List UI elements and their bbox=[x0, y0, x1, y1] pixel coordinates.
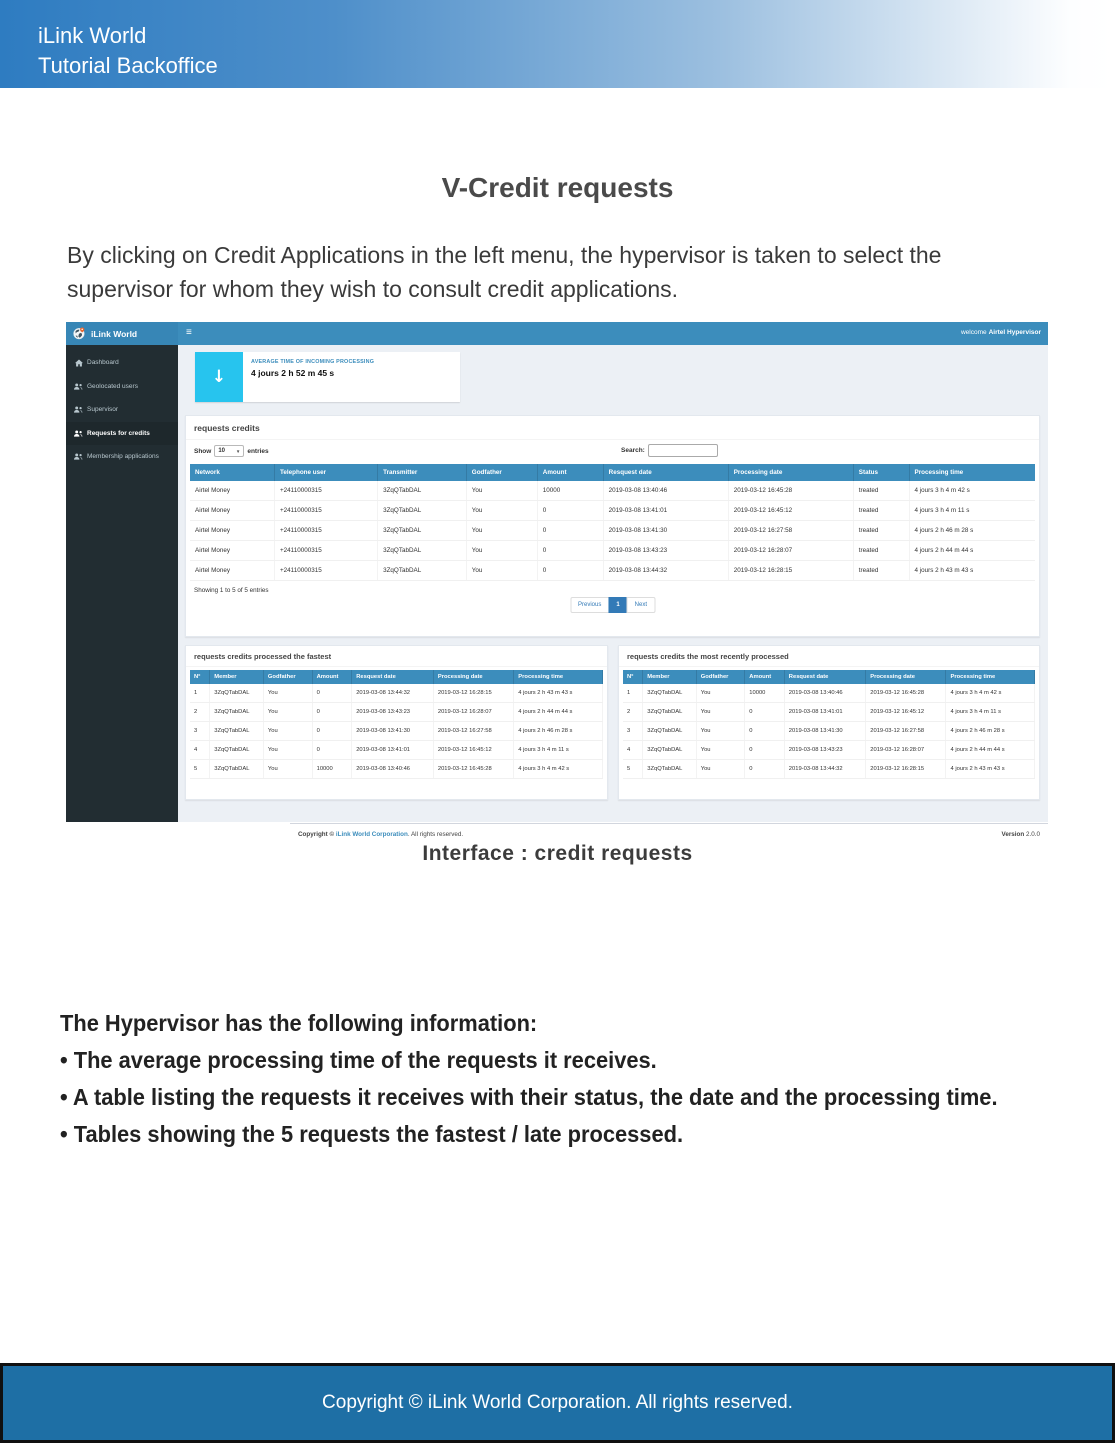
table-cell: 4 jours 3 h 4 m 11 s bbox=[909, 501, 1035, 521]
table-cell: 2019-03-12 16:45:28 bbox=[728, 481, 853, 501]
table-cell: 2019-03-08 13:44:32 bbox=[784, 760, 865, 779]
table-row bbox=[623, 741, 1035, 760]
table-cell: 2019-03-08 13:43:23 bbox=[352, 703, 434, 722]
column-header[interactable]: Processing time bbox=[946, 670, 1035, 684]
column-header[interactable]: Amount bbox=[312, 670, 352, 684]
table-cell: treated bbox=[853, 561, 909, 581]
table-cell: 2019-03-08 13:41:30 bbox=[784, 722, 865, 741]
table-cell: 3ZqQTabDAL bbox=[643, 760, 696, 779]
table-cell: 3ZqQTabDAL bbox=[643, 722, 696, 741]
table-row bbox=[190, 521, 1035, 541]
table-cell: 0 bbox=[312, 703, 352, 722]
backoffice-screenshot bbox=[66, 322, 1048, 838]
column-header[interactable]: Amount bbox=[537, 464, 603, 481]
table-cell: 0 bbox=[537, 541, 603, 561]
table-cell: 3ZqQTabDAL bbox=[378, 561, 467, 581]
table-cell: +24110000315 bbox=[275, 521, 378, 541]
table-cell: 2019-03-12 16:27:58 bbox=[866, 722, 946, 741]
table-cell: 0 bbox=[537, 501, 603, 521]
column-header[interactable]: Processing date bbox=[866, 670, 946, 684]
sidebar-item-membership-applications[interactable] bbox=[66, 445, 178, 469]
table-row bbox=[190, 684, 603, 703]
table-cell: 2019-03-08 13:40:46 bbox=[603, 481, 728, 501]
table-cell: 4 jours 3 h 4 m 42 s bbox=[514, 760, 603, 779]
table-cell: 3ZqQTabDAL bbox=[210, 741, 264, 760]
pagination bbox=[570, 597, 655, 613]
table-row bbox=[190, 722, 603, 741]
page-length-value: 10 bbox=[218, 448, 226, 454]
page-length-select[interactable] bbox=[214, 445, 244, 457]
sidebar-item-label: Supervisor bbox=[87, 406, 119, 414]
pagination-previous-button[interactable]: Previous bbox=[570, 597, 609, 613]
table-cell: 2019-03-08 13:40:46 bbox=[352, 760, 434, 779]
table-cell: You bbox=[696, 684, 745, 703]
copyright-label: Copyright © bbox=[298, 831, 336, 838]
table-cell: You bbox=[466, 541, 537, 561]
column-header[interactable]: Status bbox=[853, 464, 909, 481]
table-cell: 1 bbox=[623, 684, 643, 703]
app-footer-copyright bbox=[298, 831, 463, 838]
table-cell: 2019-03-12 16:27:58 bbox=[433, 722, 513, 741]
intro-paragraph: By clicking on Credit Applications in the left menu, the hypervisor is taken to select the supervisor for whom they wish to consult credit applications. bbox=[67, 242, 942, 302]
table-header-row bbox=[190, 464, 1035, 481]
page-title: V-Credit requests bbox=[441, 172, 674, 203]
requests-credits-box bbox=[185, 415, 1040, 637]
column-header[interactable]: N° bbox=[623, 670, 643, 684]
rights-label: . All rights reserved. bbox=[407, 831, 464, 838]
table-cell: You bbox=[263, 703, 312, 722]
table-cell: 0 bbox=[537, 561, 603, 581]
app-sidebar bbox=[66, 345, 178, 822]
column-header[interactable]: Member bbox=[643, 670, 696, 684]
table-cell: 2019-03-12 16:28:15 bbox=[728, 561, 853, 581]
table-row bbox=[623, 760, 1035, 779]
screenshot-caption: Interface : credit requests bbox=[422, 842, 693, 865]
table-cell: 10000 bbox=[745, 684, 785, 703]
table-cell: 3ZqQTabDAL bbox=[643, 703, 696, 722]
table-cell: You bbox=[466, 521, 537, 541]
table-cell: You bbox=[263, 722, 312, 741]
table-cell: 2019-03-08 13:44:32 bbox=[603, 561, 728, 581]
fastest-requests-box bbox=[185, 645, 608, 800]
users-icon bbox=[74, 383, 83, 390]
table-cell: 2019-03-08 13:41:30 bbox=[603, 521, 728, 541]
table-row bbox=[190, 501, 1035, 521]
table-cell: 2019-03-12 16:45:12 bbox=[433, 741, 513, 760]
table-cell: Airtel Money bbox=[190, 541, 275, 561]
show-entries-control bbox=[194, 445, 269, 457]
sidebar-item-label: Dashboard bbox=[87, 359, 119, 367]
down-arrow-icon: ↓ bbox=[195, 352, 243, 402]
table-cell: You bbox=[696, 703, 745, 722]
table-row bbox=[190, 741, 603, 760]
column-header[interactable]: Resquest date bbox=[352, 670, 434, 684]
sidebar-item-geolocated-users[interactable] bbox=[66, 375, 178, 399]
average-time-infobox bbox=[195, 352, 460, 402]
table-cell: You bbox=[466, 481, 537, 501]
table-cell: You bbox=[466, 561, 537, 581]
column-header[interactable]: Processing time bbox=[909, 464, 1035, 481]
table-cell: 3ZqQTabDAL bbox=[378, 521, 467, 541]
table-cell: You bbox=[263, 684, 312, 703]
column-header[interactable]: Network bbox=[190, 464, 275, 481]
table-cell: 2 bbox=[190, 703, 210, 722]
users-icon bbox=[74, 453, 83, 460]
column-header[interactable]: Amount bbox=[745, 670, 785, 684]
table-cell: 2019-03-12 16:45:12 bbox=[866, 703, 946, 722]
sidebar-item-dashboard[interactable] bbox=[66, 351, 178, 375]
column-header[interactable]: Transmitter bbox=[378, 464, 467, 481]
table-cell: You bbox=[696, 722, 745, 741]
app-navbar bbox=[66, 322, 1048, 345]
table-cell: Airtel Money bbox=[190, 561, 275, 581]
table-cell: You bbox=[466, 501, 537, 521]
table-cell: You bbox=[263, 760, 312, 779]
table-row bbox=[623, 722, 1035, 741]
table-cell: 2019-03-12 16:45:12 bbox=[728, 501, 853, 521]
info-heading: The Hypervisor has the following information: bbox=[60, 1010, 538, 1036]
table-cell: 2019-03-12 16:28:07 bbox=[728, 541, 853, 561]
info-block bbox=[60, 1005, 1041, 1153]
table-cell: treated bbox=[853, 521, 909, 541]
welcome-prefix: welcome bbox=[960, 329, 987, 336]
table-cell: 4 jours 2 h 46 m 28 s bbox=[514, 722, 603, 741]
column-header[interactable]: Godfather bbox=[263, 670, 312, 684]
table-cell: 4 bbox=[623, 741, 643, 760]
column-header[interactable]: Telephone user bbox=[275, 464, 378, 481]
search-input[interactable] bbox=[648, 444, 718, 457]
column-header[interactable]: N° bbox=[190, 670, 210, 684]
table-row bbox=[190, 760, 603, 779]
app-content bbox=[178, 345, 1048, 838]
box-title: requests credits processed the fastest bbox=[186, 646, 607, 667]
table-cell: 0 bbox=[312, 722, 352, 741]
table-cell: 2019-03-12 16:28:15 bbox=[866, 760, 946, 779]
table-row bbox=[190, 703, 603, 722]
table-cell: You bbox=[263, 741, 312, 760]
header-line2: Tutorial Backoffice bbox=[38, 53, 218, 78]
table-cell: +24110000315 bbox=[275, 561, 378, 581]
table-cell: 3ZqQTabDAL bbox=[210, 760, 264, 779]
table-cell: 2019-03-08 13:41:30 bbox=[352, 722, 434, 741]
table-cell: +24110000315 bbox=[275, 541, 378, 561]
table-cell: 0 bbox=[745, 760, 785, 779]
info-bullets bbox=[60, 1042, 1041, 1153]
column-header[interactable]: Processing date bbox=[728, 464, 853, 481]
table-cell: 3ZqQTabDAL bbox=[210, 684, 264, 703]
table-cell: 0 bbox=[312, 684, 352, 703]
table-cell: 3 bbox=[190, 722, 210, 741]
welcome-username: Airtel Hypervisor bbox=[988, 329, 1041, 336]
table-cell: 0 bbox=[745, 741, 785, 760]
table-cell: treated bbox=[853, 541, 909, 561]
table-cell: 3ZqQTabDAL bbox=[378, 481, 467, 501]
box-title: requests credits bbox=[186, 416, 1039, 440]
table-row bbox=[623, 703, 1035, 722]
table-cell: 4 jours 2 h 44 m 44 s bbox=[946, 741, 1035, 760]
column-header[interactable]: Member bbox=[210, 670, 264, 684]
table-cell: 10000 bbox=[312, 760, 352, 779]
table-cell: 3 bbox=[623, 722, 643, 741]
sidebar-item-requests-for-credits[interactable] bbox=[66, 422, 178, 446]
table-cell: 4 jours 2 h 46 m 28 s bbox=[909, 521, 1035, 541]
corporation-link[interactable]: iLink World Corporation bbox=[335, 831, 408, 838]
column-header[interactable]: Processing date bbox=[433, 670, 513, 684]
sidebar-item-supervisor[interactable] bbox=[66, 398, 178, 422]
column-header[interactable]: Resquest date bbox=[603, 464, 728, 481]
datatable-footer bbox=[186, 581, 1039, 623]
average-time-label: AVERAGE TIME OF INCOMING PROCESSING bbox=[251, 359, 375, 365]
table-cell: 0 bbox=[745, 722, 785, 741]
table-cell: Airtel Money bbox=[190, 521, 275, 541]
pagination-next-button[interactable]: Next bbox=[627, 597, 655, 613]
sidebar-item-label: Requests for credits bbox=[87, 429, 150, 437]
users-icon bbox=[74, 430, 83, 437]
table-row bbox=[190, 481, 1035, 501]
sidebar-item-label: Geolocated users bbox=[87, 382, 138, 390]
table-cell: 5 bbox=[190, 760, 210, 779]
table-cell: 4 jours 2 h 43 m 43 s bbox=[514, 684, 603, 703]
column-header[interactable]: Godfather bbox=[466, 464, 537, 481]
table-cell: 3ZqQTabDAL bbox=[643, 741, 696, 760]
average-time-value: 4 jours 2 h 52 m 45 s bbox=[251, 368, 335, 378]
header-line1: iLink World bbox=[38, 23, 147, 48]
recent-requests-box bbox=[618, 645, 1040, 800]
table-cell: 0 bbox=[537, 521, 603, 541]
table-cell: 3ZqQTabDAL bbox=[643, 684, 696, 703]
fastest-requests-table bbox=[190, 670, 603, 779]
table-cell: treated bbox=[853, 481, 909, 501]
table-cell: treated bbox=[853, 501, 909, 521]
table-cell: 4 jours 2 h 44 m 44 s bbox=[909, 541, 1035, 561]
app-brand-label: iLink World bbox=[91, 328, 138, 339]
welcome-user[interactable] bbox=[961, 329, 1041, 336]
table-header-row bbox=[190, 670, 603, 684]
table-cell: 4 jours 2 h 46 m 28 s bbox=[946, 722, 1035, 741]
table-row bbox=[190, 541, 1035, 561]
table-cell: 3ZqQTabDAL bbox=[210, 703, 264, 722]
table-row bbox=[190, 561, 1035, 581]
table-cell: 3ZqQTabDAL bbox=[378, 501, 467, 521]
sidebar-item-label: Membership applications bbox=[87, 453, 159, 461]
table-cell: 2019-03-12 16:28:07 bbox=[433, 703, 513, 722]
table-cell: 2019-03-08 13:41:01 bbox=[603, 501, 728, 521]
average-time-body bbox=[243, 352, 382, 402]
table-cell: 2019-03-08 13:43:23 bbox=[784, 741, 865, 760]
table-cell: 4 jours 2 h 43 m 43 s bbox=[946, 760, 1035, 779]
table-cell: 4 jours 2 h 44 m 44 s bbox=[514, 703, 603, 722]
home-icon bbox=[74, 359, 83, 367]
version-label: Version bbox=[1001, 831, 1025, 838]
table-cell: Airtel Money bbox=[190, 481, 275, 501]
table-cell: 2019-03-12 16:45:28 bbox=[433, 760, 513, 779]
table-cell: 2019-03-12 16:45:28 bbox=[866, 684, 946, 703]
table-cell: Airtel Money bbox=[190, 501, 275, 521]
table-header-row bbox=[623, 670, 1035, 684]
app-footer-version bbox=[1001, 831, 1040, 838]
column-header[interactable]: Godfather bbox=[696, 670, 745, 684]
table-cell: +24110000315 bbox=[275, 501, 378, 521]
recent-requests-table bbox=[623, 670, 1035, 779]
table-cell: 10000 bbox=[537, 481, 603, 501]
pagination-page-1-button[interactable]: 1 bbox=[608, 597, 627, 613]
table-cell: 4 jours 3 h 4 m 11 s bbox=[946, 703, 1035, 722]
table-cell: 2019-03-08 13:40:46 bbox=[784, 684, 865, 703]
table-cell: +24110000315 bbox=[275, 481, 378, 501]
column-header[interactable]: Resquest date bbox=[784, 670, 865, 684]
table-cell: 4 jours 3 h 4 m 11 s bbox=[514, 741, 603, 760]
globe-pin-logo-icon bbox=[73, 327, 86, 340]
table-cell: 5 bbox=[623, 760, 643, 779]
bullet-item: • A table listing the requests it receives with their status, the date and the processing time. bbox=[60, 1084, 998, 1110]
column-header[interactable]: Processing time bbox=[514, 670, 603, 684]
bullet-item: • The average processing time of the requests it receives. bbox=[60, 1047, 657, 1073]
table-cell: 2019-03-08 13:41:01 bbox=[352, 741, 434, 760]
table-cell: 0 bbox=[745, 703, 785, 722]
table-cell: 4 jours 2 h 43 m 43 s bbox=[909, 561, 1035, 581]
datatable-controls bbox=[186, 440, 1039, 462]
hamburger-menu-icon[interactable]: ≡ bbox=[186, 327, 192, 338]
table-cell: 0 bbox=[312, 741, 352, 760]
footer-copyright-text: Copyright © iLink World Corporation. All rights reserved. bbox=[322, 1392, 793, 1413]
table-cell: 2019-03-08 13:44:32 bbox=[352, 684, 434, 703]
box-title: requests credits the most recently processed bbox=[619, 646, 1039, 667]
table-cell: 1 bbox=[190, 684, 210, 703]
app-logo[interactable] bbox=[66, 322, 178, 345]
search-label: Search: bbox=[621, 447, 645, 454]
requests-credits-table bbox=[190, 464, 1035, 581]
table-cell: 3ZqQTabDAL bbox=[378, 541, 467, 561]
showing-entries-info: Showing 1 to 5 of 5 entries bbox=[194, 587, 269, 594]
table-cell: 3ZqQTabDAL bbox=[210, 722, 264, 741]
table-cell: 2019-03-12 16:27:58 bbox=[728, 521, 853, 541]
table-row bbox=[623, 684, 1035, 703]
table-cell: 2019-03-08 13:41:01 bbox=[784, 703, 865, 722]
table-cell: 4 jours 3 h 4 m 42 s bbox=[946, 684, 1035, 703]
table-cell: 2019-03-12 16:28:07 bbox=[866, 741, 946, 760]
show-label: Show bbox=[194, 447, 212, 455]
sidebar-menu bbox=[66, 345, 178, 469]
table-cell: 4 bbox=[190, 741, 210, 760]
search-control bbox=[621, 444, 718, 457]
version-value: 2.0.0 bbox=[1025, 831, 1040, 838]
table-cell: 2 bbox=[623, 703, 643, 722]
users-icon bbox=[74, 406, 83, 413]
table-cell: 2019-03-12 16:28:15 bbox=[433, 684, 513, 703]
table-cell: 2019-03-08 13:43:23 bbox=[603, 541, 728, 561]
chevron-down-icon: ▼ bbox=[235, 448, 241, 454]
table-cell: You bbox=[696, 741, 745, 760]
entries-label: entries bbox=[247, 447, 269, 455]
document-footer-banner bbox=[0, 1363, 1115, 1443]
bullet-item: • Tables showing the 5 requests the fastest / late processed. bbox=[60, 1121, 684, 1147]
document-header-banner bbox=[0, 0, 1115, 88]
table-cell: You bbox=[696, 760, 745, 779]
table-cell: 4 jours 3 h 4 m 42 s bbox=[909, 481, 1035, 501]
